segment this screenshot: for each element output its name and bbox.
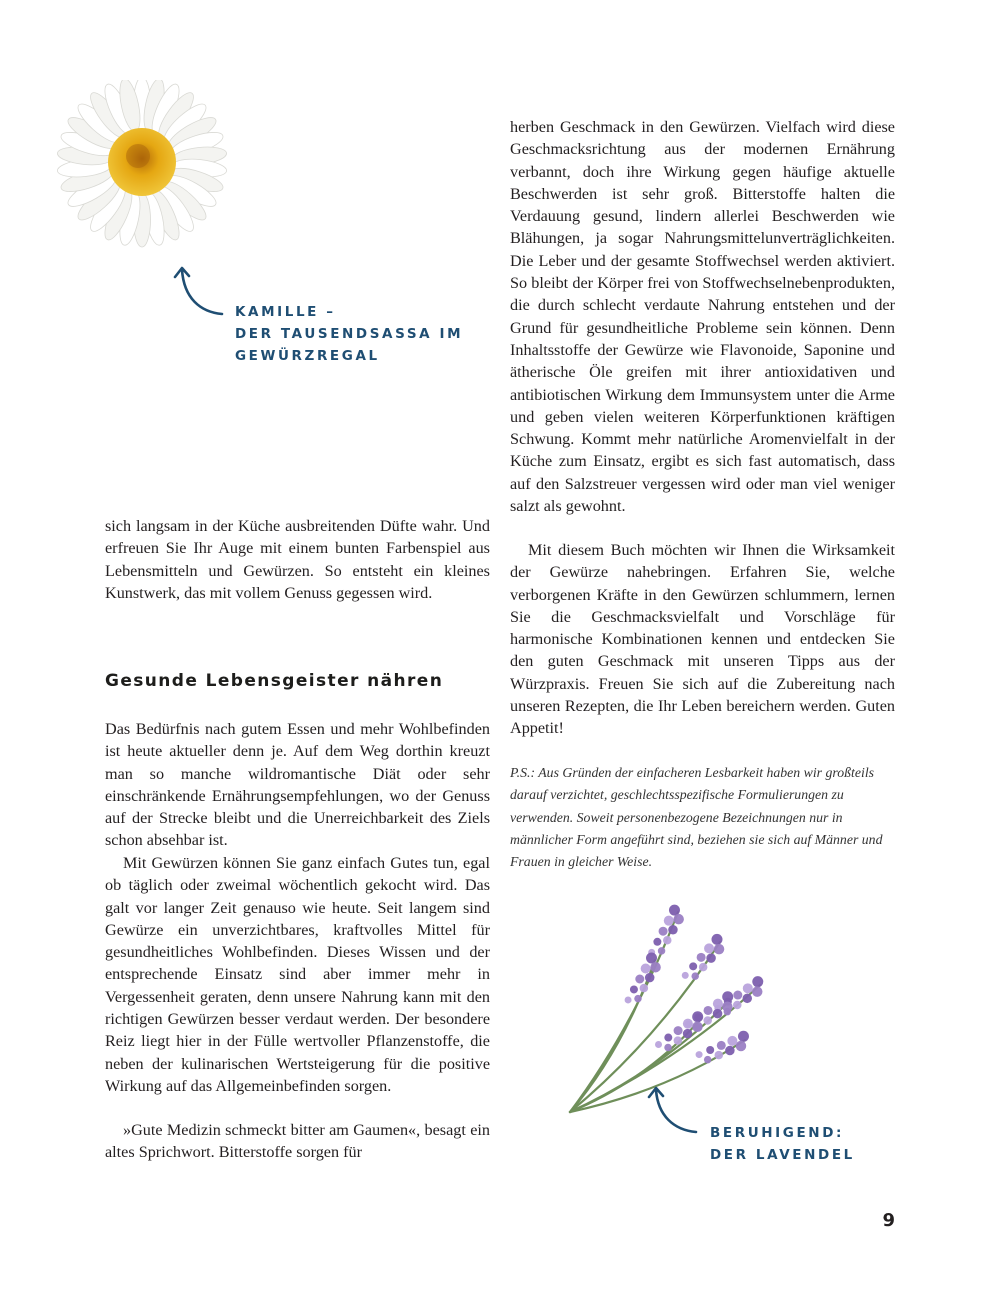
lavender-caption bbox=[710, 1122, 855, 1166]
lavender-bud bbox=[722, 991, 733, 1002]
lavender-bud bbox=[646, 953, 657, 964]
lavender-bud bbox=[743, 983, 753, 993]
chamomile-caption bbox=[235, 301, 463, 367]
lavender-bud bbox=[674, 1036, 683, 1045]
lavender-caption-line: BERUHIGEND: bbox=[710, 1125, 844, 1141]
lavender-bud bbox=[664, 916, 674, 926]
lavender-bud bbox=[682, 972, 689, 979]
body-paragraph: Mit diesem Buch möchten wir Ihnen die Wirksamkeit der Gewürze nahebringen. Erfahren Sie, welche verborgenen Kräfte in den Gewürzen schlummern, lernen Sie die Geschmacksvielfalt und Vorschläge für harmonische Kombinationen kennen und entdecken Sie den guten Geschmack mit unseren Tipps aus der Würzpraxis. Freuen Sie sich auf die Zubereitung nach unseren Rezepten, die Ihr Leben bereichern werden. Guten Appetit! bbox=[510, 541, 895, 738]
curved-arrow-icon bbox=[644, 1082, 704, 1142]
lavender-bud bbox=[634, 995, 642, 1003]
lavender-bud bbox=[645, 973, 655, 983]
lavender-bud bbox=[668, 925, 678, 935]
lavender-bud bbox=[694, 1024, 702, 1031]
lavender-bud bbox=[706, 953, 716, 963]
lavender-bud bbox=[743, 994, 753, 1004]
lavender-bud bbox=[725, 1046, 735, 1056]
lavender-bud bbox=[655, 1041, 662, 1048]
lavender-bud bbox=[683, 1029, 693, 1039]
lavender-bud bbox=[659, 927, 668, 936]
chamomile-caption-line: GEWÜRZREGAL bbox=[235, 348, 380, 364]
lavender-bud bbox=[635, 974, 644, 983]
lavender-bud bbox=[641, 964, 651, 974]
footnote-ps: P.S.: Aus Gründen der einfacheren Lesbarkeit haben wir großteils darauf verzichtet, geschlechtsspezifische Formulierungen zu verwenden. Soweit personenbezogene Bezeichnungen nur in männlicher Form angeführt sind, beziehen sie sich auf Männer und Frauen in gleicher Weise. bbox=[510, 765, 883, 870]
lavender-bud bbox=[717, 1041, 726, 1050]
lavender-bud bbox=[663, 936, 672, 945]
body-paragraph: herben Geschmack in den Gewürzen. Vielfach wird diese Geschmacksrichtung aus der modernen Ernährung verbannt, doch ihre Wirkung gegen häufige aktuelle Beschwerden ist sehr groß. Bitterstoffe halten die Verdauung gesund, lindern allerlei Beschwerden wie Blähungen, ja sogar Nahrungsmittelunverträglichkeiten. Die Leber und der gesamte Stoffwechsel werden aktiviert. So bleibt der Körper frei von Stoffwechselnebenprodukten, die durch schlecht verdaute Nahrung entstehen und der Grund für gesundheitliche Probleme sein können. Denn Inhaltsstoffe der Gewürze wie Flavonoide, Saponine und ätherische Öle greifen mit ihrer antioxidativen und antibiotischen Wirkung dem Immunsystem unter die Arme und geben vielen weiteren Körperfunktionen kräftigen Schwung. Kommt mehr natürliche Aromenvielfalt in der Küche zum Einsatz, ergibt es sich fast automatisch, dass auf den Salzstreuer vergessen wird oder man viel weniger salzt als gewohnt. bbox=[510, 118, 895, 516]
lavender-bud bbox=[738, 1031, 749, 1042]
lavender-caption-line: DER LAVENDEL bbox=[710, 1147, 855, 1163]
lavender-bud bbox=[727, 1036, 737, 1046]
body-paragraph: sich langsam in der Küche ausbreitenden Düfte wahr. Und erfreuen Sie Ihr Auge mit einem bunten Farbenspiel aus Lebensmitteln und Gewürzen. So entsteht ein kleines Kunstwerk, das mit vollem Genuss gegessen wird. bbox=[105, 517, 490, 602]
lavender-bud bbox=[650, 962, 661, 973]
lavender-bud bbox=[704, 1006, 713, 1015]
curved-arrow-icon bbox=[170, 262, 230, 322]
lavender-bud bbox=[752, 986, 763, 997]
lavender-bud bbox=[713, 999, 723, 1009]
lavender-bud bbox=[704, 943, 714, 953]
chamomile-caption-line: DER TAUSENDSASSA IM bbox=[235, 326, 464, 342]
lavender-bud bbox=[640, 984, 649, 993]
body-paragraph: »Gute Medizin schmeckt bitter am Gaumen«, besagt ein altes Sprichwort. Bitterstoffe sorgen für bbox=[105, 1121, 490, 1162]
lavender-bud bbox=[674, 1026, 683, 1035]
page-number: 9 bbox=[882, 1210, 895, 1231]
lavender-bud bbox=[714, 944, 725, 955]
body-paragraph: Das Bedürfnis nach gutem Essen und mehr Wohlbefinden ist heute aktueller denn je. Auf dem Weg dorthin kreuzt man so manche wildromantische Diät oder sehr einschränkende Ernährungsempfehlungen, wo der Genuss auf der Strecke bleibt und die Unerreichbarkeit des Ziels schon absehbar ist. bbox=[105, 720, 490, 850]
lavender-bud bbox=[713, 1009, 723, 1019]
lavender-bud bbox=[733, 991, 742, 1000]
lavender-bud bbox=[658, 947, 666, 955]
lavender-bud bbox=[664, 1034, 672, 1042]
chamomile-caption-line: KAMILLE – bbox=[235, 304, 336, 320]
body-paragraph: Mit Gewürzen können Sie ganz einfach Gutes tun, egal ob täglich oder zweimal wöchentlich gekocht wird. Das galt vor langer Zeit genauso wie heute. Seit langem sind Gewürze ein unverzichtbares, kraftvolles Mittel für gesundheitliches Wohlbefinden. Dieses Wissen und der entsprechende Einsatz sind aber immer mehr in Vergessenheit geraten, denn unsere Nahrung kann mit den richtigen Gewürzen besser verdaut werden. Der besondere Reiz liegt hier in der Fülle wertvoller Pflanzenstoffe, die neben der kulinarischen Wertsteigerung für die positive Wirkung auf das Allgemeinbefinden sorgen. bbox=[105, 854, 490, 1095]
lavender-bud bbox=[664, 1044, 672, 1052]
lavender-bud bbox=[736, 1041, 747, 1052]
lavender-bud bbox=[691, 972, 699, 980]
lavender-bud bbox=[696, 1051, 703, 1058]
lavender-bud bbox=[697, 953, 706, 962]
lavender-bud bbox=[699, 963, 708, 972]
section-heading: Gesunde Lebensgeister nähren bbox=[105, 671, 444, 691]
lavender-bud bbox=[694, 1013, 702, 1021]
lavender-bud bbox=[625, 996, 632, 1003]
lavender-bud bbox=[715, 1051, 724, 1060]
lavender-bud bbox=[712, 934, 723, 945]
lavender-bud bbox=[752, 976, 763, 987]
lavender-bud bbox=[653, 938, 661, 946]
lavender-bud bbox=[703, 1016, 712, 1025]
lavender-bud bbox=[733, 1001, 742, 1010]
lavender-bud bbox=[722, 1001, 733, 1012]
lavender-bud bbox=[704, 1056, 712, 1064]
lavender-bud bbox=[685, 1021, 692, 1028]
lavender-bud bbox=[706, 1046, 714, 1054]
lavender-bud bbox=[630, 985, 638, 993]
lavender-bud bbox=[689, 962, 697, 970]
lavender-bud bbox=[673, 914, 684, 925]
chamomile-image bbox=[52, 80, 232, 252]
